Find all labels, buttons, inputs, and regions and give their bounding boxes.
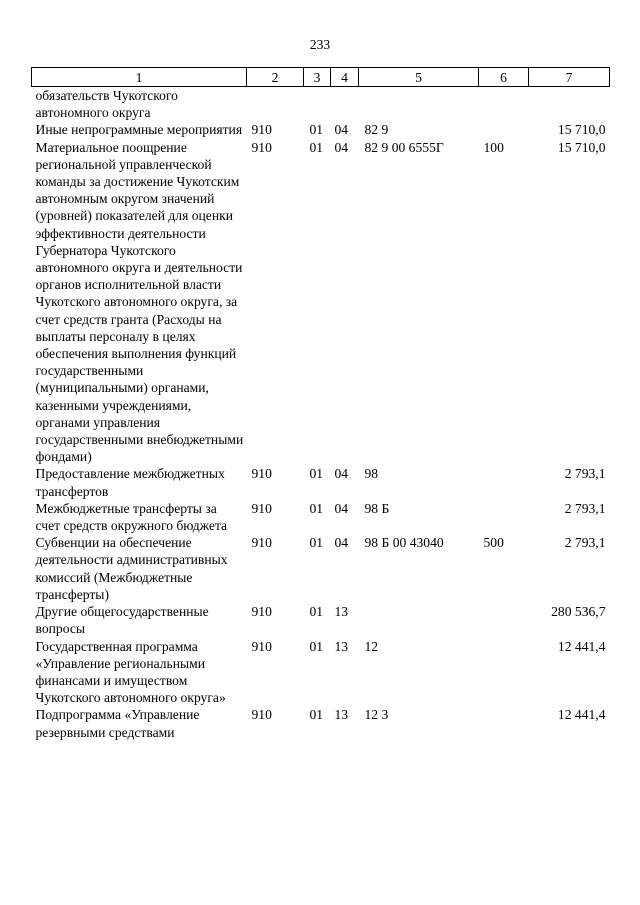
row-amount: 12 441,4 (557, 707, 606, 723)
row-name: Субвенции на обеспечение деятельности административных комиссий (Межбюджетные трансферты) (35, 535, 228, 602)
table-row (32, 638, 610, 707)
row-target-article (359, 87, 479, 122)
row-name: Подпрограмма «Управление резервными средствами (35, 707, 200, 740)
row-subsection: 04 (334, 139, 349, 155)
row-subsection: 04 (334, 466, 349, 482)
row-subsection: 04 (334, 500, 349, 516)
row-grbs: 910 (251, 535, 272, 551)
row-section: 01 (309, 638, 324, 654)
row-grbs: 910 (251, 500, 272, 516)
row-subsection: 04 (334, 122, 349, 138)
row-target-article (359, 603, 479, 637)
row-grbs: 910 (251, 707, 272, 723)
row-target-article: 12 3 (364, 707, 389, 723)
row-subsection: 13 (334, 604, 349, 620)
row-amount: 2 793,1 (564, 535, 606, 551)
row-grbs: 910 (251, 122, 272, 138)
row-target-article: 12 (364, 638, 379, 654)
page-number: 233 (309, 37, 331, 52)
row-grbs (247, 87, 304, 122)
row-amount: 15 710,0 (557, 122, 606, 138)
row-amount: 2 793,1 (564, 500, 606, 516)
table-row (32, 139, 610, 466)
row-expense-type (479, 603, 529, 637)
row-target-article: 82 9 (364, 122, 389, 138)
table-row (32, 465, 610, 499)
row-subsection: 13 (334, 707, 349, 723)
row-expense-type: 100 (483, 139, 504, 155)
row-grbs: 910 (251, 638, 272, 654)
row-section: 01 (309, 500, 324, 516)
row-name: Предоставление межбюджетных трансфертов (35, 466, 225, 499)
row-amount: 15 710,0 (557, 139, 606, 155)
row-amount: 2 793,1 (564, 466, 606, 482)
table-header-row (32, 68, 610, 87)
row-section: 01 (309, 707, 324, 723)
row-expense-type (479, 638, 529, 707)
row-name: Межбюджетные трансферты за счет средств окружного бюджета (35, 500, 228, 534)
row-section (304, 87, 331, 122)
column-header: 2 (247, 68, 304, 87)
row-section: 01 (309, 604, 324, 620)
column-header: 4 (331, 68, 359, 87)
row-name: Иные непрограммные мероприятия (35, 122, 243, 138)
table-row (32, 121, 610, 138)
row-expense-type (479, 706, 529, 740)
row-expense-type: 500 (483, 535, 504, 551)
row-expense-type (479, 500, 529, 534)
column-header: 6 (479, 68, 529, 87)
row-grbs: 910 (251, 139, 272, 155)
row-target-article: 98 Б 00 43040 (364, 535, 444, 551)
row-subsection: 04 (334, 535, 349, 551)
row-expense-type (479, 121, 529, 138)
table-row (32, 603, 610, 637)
row-subsection: 13 (334, 638, 349, 654)
row-name: обязательств Чукотского автономного округа (35, 88, 178, 121)
row-amount: 12 441,4 (557, 638, 606, 654)
row-target-article: 82 9 00 6555Г (364, 139, 444, 155)
table-row (32, 500, 610, 534)
table-row (32, 87, 610, 122)
row-name: Материальное поощрение региональной управленческой команды за достижение Чукотским автономным округом значений (уровней) показателей для оценки эффективности деятельности Губернатора Чукотского автономного округа и деятельности органов исполнительной власти Чукотского автономного округа, за счет средств гранта (Расходы на выплаты персоналу в целях обеспечения выполнения функций государственными (муниципальными) органами, казенными учреждениями, органами управления государственными внебюджетными фондами) (35, 139, 244, 465)
row-name: Государственная программа «Управление региональными финансами и имуществом Чукотского автономного округа» (35, 638, 226, 706)
row-grbs: 910 (251, 466, 272, 482)
budget-table (31, 67, 610, 741)
row-target-article: 98 (364, 466, 379, 482)
row-expense-type (479, 465, 529, 499)
row-section: 01 (309, 466, 324, 482)
row-section: 01 (309, 139, 324, 155)
table-row (32, 534, 610, 603)
column-header: 7 (529, 68, 610, 87)
table-row (32, 706, 610, 740)
row-section: 01 (309, 535, 324, 551)
row-section: 01 (309, 122, 324, 138)
column-header: 5 (359, 68, 479, 87)
row-name: Другие общегосударственные вопросы (35, 604, 209, 637)
row-amount: 280 536,7 (551, 604, 606, 620)
row-expense-type (479, 87, 529, 122)
column-header: 1 (32, 68, 247, 87)
row-target-article: 98 Б (364, 500, 390, 516)
column-header: 3 (304, 68, 331, 87)
row-amount (529, 87, 610, 122)
row-subsection (331, 87, 359, 122)
row-grbs: 910 (251, 604, 272, 620)
